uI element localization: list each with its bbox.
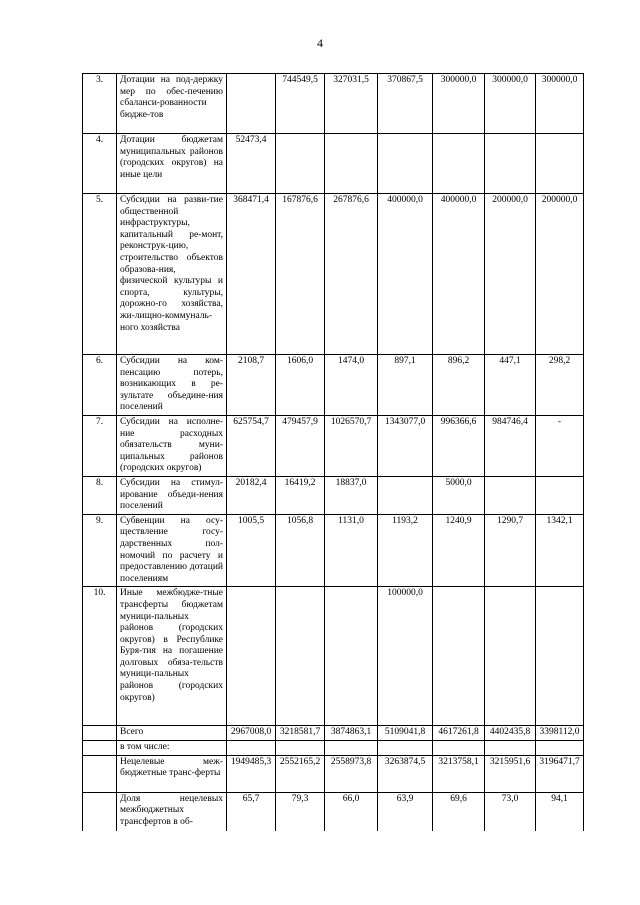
value-cell: 5109041,8 (378, 726, 433, 741)
value-cell: 5000,0 (433, 476, 485, 514)
row-number: 8. (83, 476, 117, 514)
value-cell (485, 134, 536, 194)
row-number: 7. (83, 416, 117, 477)
value-cell: 79,3 (276, 792, 325, 831)
value-cell (433, 587, 485, 726)
value-cell: 400000,0 (433, 194, 485, 355)
row-description: Дотации на под-держку мер по обес-печению сбаланси-рованности бюдже-тов (117, 74, 227, 134)
row-number (83, 726, 117, 741)
table-row (83, 194, 584, 355)
value-cell (485, 740, 536, 755)
value-cell: 2967008,0 (227, 726, 276, 741)
value-cell (325, 740, 378, 755)
value-cell: 1005,5 (227, 514, 276, 587)
table-row (83, 587, 584, 726)
value-cell (536, 476, 584, 514)
value-cell: 625754,7 (227, 416, 276, 477)
value-cell: 18837,0 (325, 476, 378, 514)
value-cell: 267876,6 (325, 194, 378, 355)
value-cell: 3398112,0 (536, 726, 584, 741)
value-cell: 69,6 (433, 792, 485, 831)
row-description: Субсидии на стимул-ирование объеди-нения поселений (117, 476, 227, 514)
value-cell: 4402435,8 (485, 726, 536, 741)
value-cell: 3215951,6 (485, 755, 536, 792)
row-number: 3. (83, 74, 117, 134)
value-cell: 370867,5 (378, 74, 433, 134)
total-label: Всего (117, 726, 227, 741)
value-cell: 63,9 (378, 792, 433, 831)
value-cell (536, 134, 584, 194)
value-cell: 66,0 (325, 792, 378, 831)
value-cell: 3874863,1 (325, 726, 378, 741)
value-cell (536, 740, 584, 755)
row-description: Субсидии на разви-тие общественной инфраструктуры, капитальный ре-монт, реконструк-цию, строительство объектов образова-ния, физической культуры и спорта, культуры, дорожно-го хозяйства, жи-лищно-коммуналь-ного хозяйства (117, 194, 227, 355)
value-cell: 368471,4 (227, 194, 276, 355)
including-label: в том числе: (117, 740, 227, 755)
value-cell: 1949485,3 (227, 755, 276, 792)
value-cell (378, 476, 433, 514)
row-number (83, 792, 117, 831)
value-cell: 300000,0 (433, 74, 485, 134)
value-cell: 1342,1 (536, 514, 584, 587)
value-cell: 479457,9 (276, 416, 325, 477)
page-number: 4 (317, 36, 323, 50)
including-row (83, 740, 584, 755)
value-cell: 744549,5 (276, 74, 325, 134)
value-cell: 2552165,2 (276, 755, 325, 792)
value-cell (227, 587, 276, 726)
value-cell: 447,1 (485, 355, 536, 416)
value-cell: 2558973,8 (325, 755, 378, 792)
value-cell: 300000,0 (485, 74, 536, 134)
row-description: Субсидии на ком-пенсацию потерь, возникающих в ре-зультате объедине-ния поселений (117, 355, 227, 416)
value-cell: 1131,0 (325, 514, 378, 587)
value-cell (227, 740, 276, 755)
value-cell (227, 74, 276, 134)
row-number (83, 755, 117, 792)
table-row (83, 134, 584, 194)
value-cell (276, 134, 325, 194)
value-cell: 2108,7 (227, 355, 276, 416)
value-cell (378, 740, 433, 755)
table-row (83, 476, 584, 514)
row-number: 4. (83, 134, 117, 194)
value-cell: 1474,0 (325, 355, 378, 416)
value-cell: 100000,0 (378, 587, 433, 726)
nontarget-row (83, 755, 584, 792)
row-number: 9. (83, 514, 117, 587)
value-cell (536, 587, 584, 726)
table-row (83, 514, 584, 587)
table-row (83, 416, 584, 477)
value-cell: 167876,6 (276, 194, 325, 355)
row-description: Иные межбюдже-тные трансферты бюджетам муници-пальных районов (городских округов) в Республике Буря-тия на погашение долговых обяза-тельств муници-пальных районов (городских округов) (117, 587, 227, 726)
value-cell (276, 740, 325, 755)
share-label: Доля нецелевых межбюджетных трансфертов в об- (117, 792, 227, 831)
row-description: Дотации бюджетам муниципальных районов (городских округов) на иные цели (117, 134, 227, 194)
value-cell: 4617261,8 (433, 726, 485, 741)
value-cell: 1343077,0 (378, 416, 433, 477)
value-cell: 1193,2 (378, 514, 433, 587)
value-cell: 400000,0 (378, 194, 433, 355)
value-cell: 3196471,7 (536, 755, 584, 792)
row-description: Субсидии на исполне-ние расходных обязательств муни-ципальных районов (городских округов) (117, 416, 227, 477)
value-cell: 52473,4 (227, 134, 276, 194)
total-row (83, 726, 584, 741)
table-row (83, 355, 584, 416)
value-cell: - (536, 416, 584, 477)
value-cell: 1240,9 (433, 514, 485, 587)
row-description: Субвенции на осу-ществление госу-дарственных пол-номочий по расчету и предоставлению дотаций поселениям (117, 514, 227, 587)
value-cell: 897,1 (378, 355, 433, 416)
value-cell: 94,1 (536, 792, 584, 831)
budget-table (82, 73, 584, 831)
value-cell (433, 134, 485, 194)
nontarget-label: Нецелевые меж-бюджетные транс-ферты (117, 755, 227, 792)
row-number: 6. (83, 355, 117, 416)
value-cell: 984746,4 (485, 416, 536, 477)
value-cell (276, 587, 325, 726)
value-cell: 300000,0 (536, 74, 584, 134)
value-cell (378, 134, 433, 194)
table-row (83, 74, 584, 134)
value-cell: 200000,0 (536, 194, 584, 355)
value-cell: 1056,8 (276, 514, 325, 587)
value-cell: 996366,6 (433, 416, 485, 477)
value-cell (433, 740, 485, 755)
value-cell: 327031,5 (325, 74, 378, 134)
value-cell: 65,7 (227, 792, 276, 831)
share-row (83, 792, 584, 831)
value-cell: 73,0 (485, 792, 536, 831)
value-cell: 3263874,5 (378, 755, 433, 792)
value-cell: 298,2 (536, 355, 584, 416)
value-cell: 1290,7 (485, 514, 536, 587)
row-number: 5. (83, 194, 117, 355)
value-cell: 3218581,7 (276, 726, 325, 741)
row-number (83, 740, 117, 755)
value-cell (485, 587, 536, 726)
value-cell: 200000,0 (485, 194, 536, 355)
value-cell: 3213758,1 (433, 755, 485, 792)
value-cell (485, 476, 536, 514)
value-cell: 1606,0 (276, 355, 325, 416)
value-cell: 20182,4 (227, 476, 276, 514)
value-cell: 896,2 (433, 355, 485, 416)
value-cell: 1026570,7 (325, 416, 378, 477)
value-cell: 16419,2 (276, 476, 325, 514)
value-cell (325, 587, 378, 726)
row-number: 10. (83, 587, 117, 726)
value-cell (325, 134, 378, 194)
